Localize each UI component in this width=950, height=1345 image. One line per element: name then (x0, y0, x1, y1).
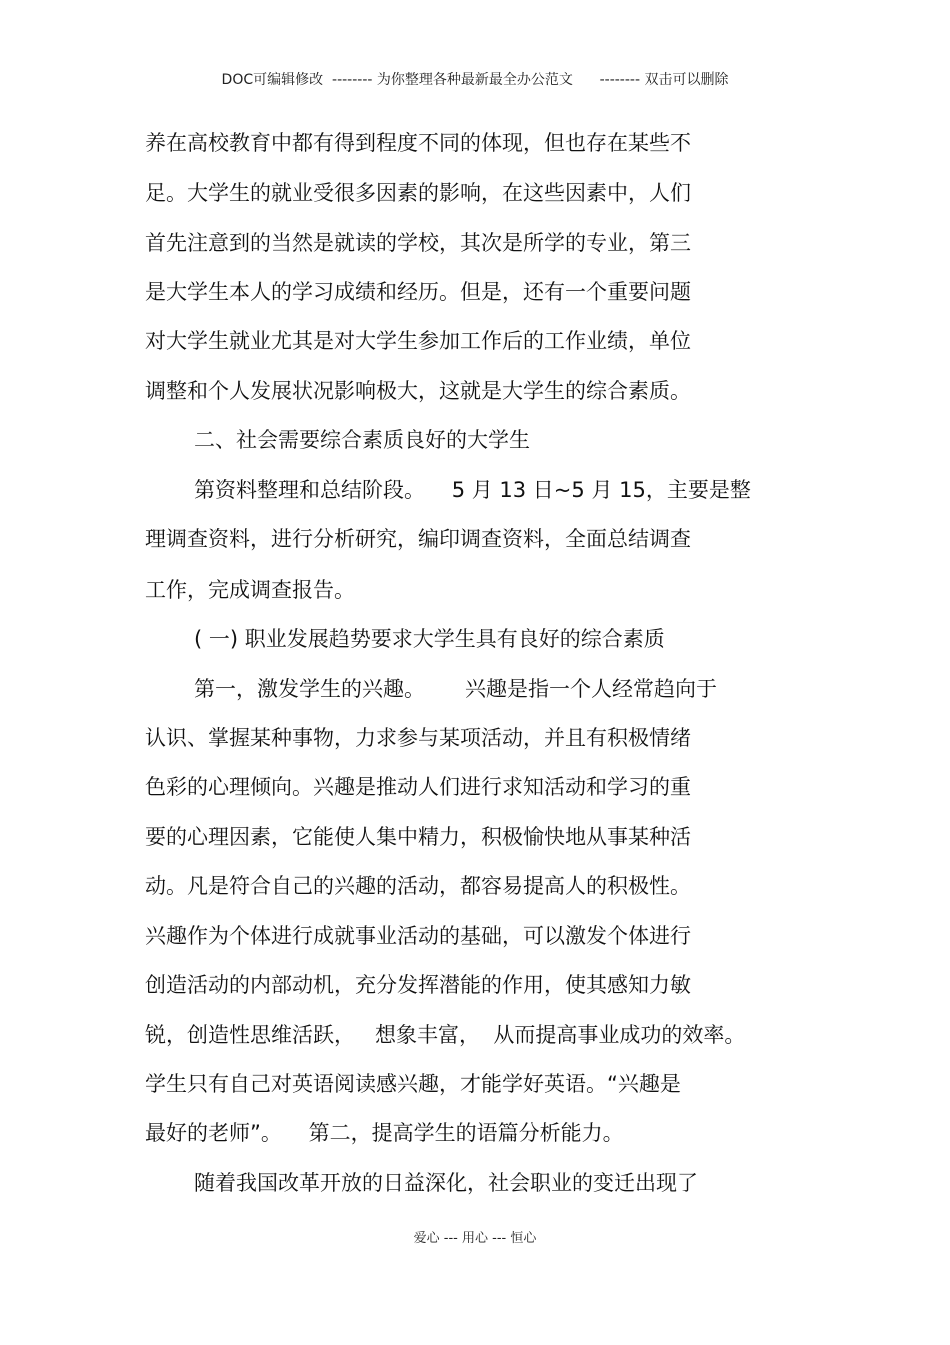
body-line: 兴趣作为个体进行成就事业活动的基础，可以激发个体进行 (145, 924, 691, 948)
body-line: 动。凡是符合自己的兴趣的活动，都容易提高人的积极性。 (145, 874, 691, 898)
body-line: 是大学生本人的学习成绩和经历。但是，还有一个重要问题 (145, 280, 691, 304)
subsection-heading: ( 一) 职业发展趋势要求大学生具有良好的综合素质 (194, 627, 665, 651)
body-line: 创造活动的内部动机，充分发挥潜能的作用，使其感知力敏 (145, 973, 691, 997)
body-line: 首先注意到的当然是就读的学校，其次是所学的专业，第三 (145, 231, 691, 255)
section-heading: 二、社会需要综合素质良好的大学生 (194, 428, 530, 452)
body-line: 对大学生就业尤其是对大学生参加工作后的工作业绩，单位 (145, 329, 691, 353)
body-line: 工作，完成调查报告。 (145, 578, 355, 602)
page-header: DOC可编辑修改 -------- 为你整理各种最新最全办公范文 -------- 双击可以删除 (221, 72, 729, 88)
body-line: 第一，激发学生的兴趣。 兴趣是指一个人经常趋向于 (194, 677, 718, 701)
body-line: 色彩的心理倾向。兴趣是推动人们进行求知活动和学习的重 (145, 775, 691, 799)
body-line: 调整和个人发展状况影响极大，这就是大学生的综合素质。 (145, 379, 691, 403)
body-line: 认识、掌握某种事物，力求参与某项活动，并且有积极情绪 (145, 726, 691, 750)
page-footer: 爱心 --- 用心 --- 恒心 (413, 1231, 537, 1246)
body-line: 随着我国改革开放的日益深化，社会职业的变迁出现了 (194, 1171, 698, 1195)
body-line: 最好的老师”。 第二，提高学生的语篇分析能力。 (145, 1121, 624, 1145)
body-line: 要的心理因素，它能使人集中精力，积极愉快地从事某种活 (145, 825, 691, 849)
body-line: 第资料整理和总结阶段。 5 月 13 日~5 月 15，主要是整 (194, 478, 751, 502)
body-line: 足。大学生的就业受很多因素的影响，在这些因素中，人们 (145, 181, 691, 205)
body-line: 养在高校教育中都有得到程度不同的体现，但也存在某些不 (145, 131, 691, 155)
body-line: 锐，创造性思维活跃， 想象丰富， 从而提高事业成功的效率。 (145, 1023, 746, 1047)
body-line: 理调查资料，进行分析研究，编印调查资料，全面总结调查 (145, 527, 691, 551)
body-line: 学生只有自己对英语阅读感兴趣，才能学好英语。“兴趣是 (145, 1072, 681, 1096)
